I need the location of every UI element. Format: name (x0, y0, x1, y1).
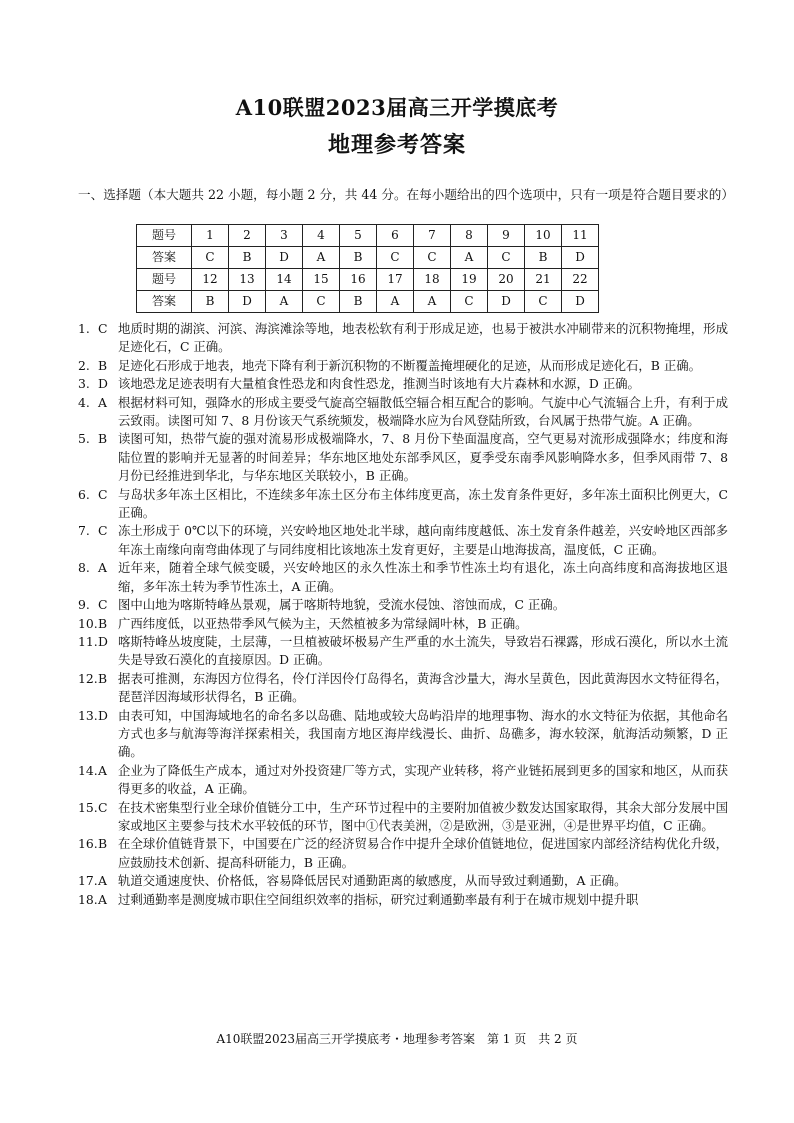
item-answer-letter: B (98, 615, 108, 631)
table-row-answers-1 (137, 247, 599, 269)
item-answer-letter: B (98, 431, 108, 447)
table-cell: A (266, 291, 303, 313)
item-explanation: 地质时期的湖滨、河滨、海滨滩涂等地，地表松软有利于形成足迹，也易于被洪水冲刷带来的沉积物掩埋，形成足迹化石，C 正确。 (118, 321, 728, 355)
table-cell: 7 (414, 225, 451, 247)
table-cell: 15 (303, 269, 340, 291)
item-number: 13. (78, 707, 98, 723)
table-cell: B (340, 291, 377, 313)
item-answer-letter: C (98, 486, 108, 502)
item-answer-letter: B (98, 357, 108, 373)
table-cell: 3 (266, 225, 303, 247)
item-answer-letter: C (98, 321, 108, 336)
list-item (78, 486, 728, 523)
item-number: 11. (78, 633, 98, 649)
list-item (78, 559, 728, 596)
table-cell: C (303, 291, 340, 313)
item-answer-letter: A (98, 394, 107, 410)
table-cell: 18 (414, 269, 451, 291)
item-number: 6. (78, 486, 90, 502)
item-explanation: 据表可推测，东海因方位得名，伶仃洋因伶仃岛得名，黄海含沙量大，海水呈黄色，因此黄海因水文特征得名，琵琶洋因海域形状得名，B 正确。 (118, 670, 728, 705)
item-answer-letter: A (98, 873, 107, 889)
item-number: 8. (78, 560, 90, 576)
table-cell: C (525, 291, 562, 313)
item-explanation: 企业为了降低生产成本，通过对外投资建厂等方式，实现产业转移，将产业链拓展到更多的国家和地区，从而获得更多的收益，A 正确。 (118, 762, 728, 797)
list-item (78, 430, 728, 485)
table-cell: A (451, 247, 488, 269)
item-explanation: 近年来，随着全球气候变暖，兴安岭地区的永久性冻土和季节性冻土均有退化，冻土向高纬度和高海拔地区退缩，多年冻土转为季节性冻土，A 正确。 (118, 560, 728, 594)
table-cell: 2 (229, 225, 266, 247)
item-number: 2. (78, 357, 90, 373)
list-item (78, 375, 728, 393)
item-explanation: 由表可知，中国海域地名的命名多以岛礁、陆地或较大岛屿沿岸的地理事物、海水的水文特征为依据，其他命名方式也多与航海等海洋探索相关，我国南方地区海岸线漫长、曲折、岛礁多，海水较深，航海活动频繁，D 正确。 (118, 707, 728, 760)
item-explanation: 图中山地为喀斯特峰丛景观，属于喀斯特地貌，受流水侵蚀、溶蚀而成，C 正确。 (118, 597, 566, 613)
table-cell: C (414, 247, 451, 269)
table-cell: D (562, 291, 599, 313)
table-cell: 13 (229, 269, 266, 291)
item-answer-letter: A (98, 891, 107, 907)
item-number: 12. (78, 670, 98, 686)
explanation-list (78, 320, 728, 909)
document-subtitle: 地理参考答案 (327, 132, 466, 158)
table-cell: 16 (340, 269, 377, 291)
table-cell: C (451, 291, 488, 313)
section-heading: 一、选择题（本大题共 22 小题，每小题 2 分，共 44 分。在每小题给出的四个选项中，只有一项是符合题目要求的） (78, 187, 734, 202)
item-explanation: 过剩通勤率是测度城市职住空间组织效率的指标，研究过剩通勤率最有利于在城市规划中提升职 (118, 891, 639, 907)
table-cell: D (562, 247, 599, 269)
item-explanation: 与岛状多年冻土区相比，不连续多年冻土区分布主体纬度更高，冻土发育条件更好，多年冻土面积比例更大，C 正确。 (118, 486, 728, 521)
answer-table (136, 224, 599, 313)
item-explanation: 冻土形成于 0℃以下的环境，兴安岭地区地处北半球，越向南纬度越低、冻土发育条件越差，兴安岭地区西部多年冻土南缘向南弯曲体现了与同纬度相比该地冻土发育更好，主要是山地海拔高，温度低，C 正确。 (118, 523, 728, 557)
table-cell: 17 (377, 269, 414, 291)
list-item (78, 872, 728, 890)
table-cell: 20 (488, 269, 525, 291)
table-cell: 22 (562, 269, 599, 291)
table-cell: C (377, 247, 414, 269)
list-item (78, 707, 728, 762)
table-cell: 12 (192, 269, 229, 291)
table-cell: C (488, 247, 525, 269)
item-number: 16. (78, 836, 98, 852)
list-item (78, 891, 728, 909)
table-row-questions-2 (137, 269, 599, 291)
item-number: 9. (78, 597, 90, 613)
table-cell: D (229, 291, 266, 313)
list-item (78, 357, 728, 375)
table-header-cell: 答案 (137, 247, 192, 269)
item-number: 14. (78, 762, 98, 778)
table-header-cell: 答案 (137, 291, 192, 313)
table-cell: C (192, 247, 229, 269)
list-item (78, 762, 728, 799)
table-cell: 5 (340, 225, 377, 247)
item-answer-letter: C (98, 597, 108, 613)
table-cell: B (340, 247, 377, 269)
item-explanation: 读图可知，热带气旋的强对流易形成极端降水，7、8 月份下垫面温度高，空气更易对流形成强降水；纬度和海陆位置的影响并无显著的时间差异；华东地区地处东部季风区，夏季受东南季风影响降水多，但季风雨带 7、8 月份已经推进到华北，与华东地区关联较小，B 正确。 (118, 431, 728, 484)
item-number: 17. (78, 873, 98, 889)
item-explanation: 喀斯特峰丛坡度陡，土层薄，一旦植被破坏极易产生严重的水土流失，导致岩石裸露，形成石漠化，所以水土流失是导致石漠化的直接原因。D 正确。 (118, 633, 728, 668)
item-number: 15. (78, 799, 98, 815)
table-row-questions-1 (137, 225, 599, 247)
table-cell: A (303, 247, 340, 269)
table-cell: 10 (525, 225, 562, 247)
table-cell: D (266, 247, 303, 269)
list-item (78, 394, 728, 431)
list-item (78, 670, 728, 707)
item-explanation: 根据材料可知，强降水的形成主要受气旋高空辐散低空辐合相互配合的影响。气旋中心气流辐合上升，有利于成云致雨。读图可知 7、8 月份该天气系统频发，极端降水应为台风登陆所致，台风属于热带气旋。A 正确。 (118, 394, 728, 429)
item-answer-letter: D (98, 376, 108, 392)
item-explanation: 轨道交通速度快、价格低，容易降低居民对通勤距离的敏感度，从而导致过剩通勤，A 正确。 (118, 873, 627, 889)
table-cell: A (414, 291, 451, 313)
list-item (78, 522, 728, 559)
table-header-cell: 题号 (137, 225, 192, 247)
table-cell: B (192, 291, 229, 313)
item-explanation: 在全球价值链背景下，中国要在广泛的经济贸易合作中提升全球价值链地位，促进国家内部经济结构优化升级，应鼓励技术创新、提高科研能力，B 正确。 (118, 836, 728, 870)
list-item (78, 320, 728, 357)
table-cell: 14 (266, 269, 303, 291)
list-item (78, 615, 728, 633)
table-cell: 21 (525, 269, 562, 291)
item-answer-letter: D (98, 707, 108, 723)
page-footer: A10联盟2023届高三开学摸底考・地理参考答案 第 1 页 共 2 页 (216, 1032, 578, 1046)
table-cell: 11 (562, 225, 599, 247)
item-explanation: 足迹化石形成于地表，地壳下降有利于新沉积物的不断覆盖掩埋硬化的足迹，从而形成足迹化石，B 正确。 (118, 357, 702, 373)
item-explanation: 广西纬度低，以亚热带季风气候为主，天然植被多为常绿阔叶林，B 正确。 (118, 615, 528, 631)
list-item (78, 633, 728, 670)
table-cell: 8 (451, 225, 488, 247)
list-item (78, 799, 728, 836)
table-cell: B (229, 247, 266, 269)
table-cell: B (525, 247, 562, 269)
item-explanation: 在技术密集型行业全球价值链分工中，生产环节过程中的主要附加值被少数发达国家取得，其余大部分发展中国家或地区主要参与技术水平较低的环节，图中①代表美洲，②是欧洲，③是亚洲，④是世界平均值，C 正确。 (118, 799, 728, 833)
table-cell: 6 (377, 225, 414, 247)
table-cell: D (488, 291, 525, 313)
list-item (78, 835, 728, 872)
item-answer-letter: B (98, 670, 108, 686)
exam-title: A10联盟2023届高三开学摸底考 (235, 95, 559, 120)
item-number: 5. (78, 431, 90, 447)
table-row-answers-2 (137, 291, 599, 313)
item-answer-letter: A (98, 762, 107, 778)
item-number: 3. (78, 376, 90, 392)
item-number: 18. (78, 891, 98, 907)
item-answer-letter: C (98, 799, 108, 815)
item-number: 1. (78, 321, 90, 336)
item-number: 10. (78, 615, 98, 631)
table-cell: 9 (488, 225, 525, 247)
table-cell: A (377, 291, 414, 313)
item-answer-letter: B (98, 836, 108, 852)
table-cell: 4 (303, 225, 340, 247)
item-answer-letter: A (98, 560, 107, 576)
item-explanation: 该地恐龙足迹表明有大量植食性恐龙和肉食性恐龙，推测当时该地有大片森林和水源，D 正确。 (118, 376, 640, 392)
table-header-cell: 题号 (137, 269, 192, 291)
item-answer-letter: C (98, 523, 108, 539)
table-cell: 1 (192, 225, 229, 247)
item-number: 7. (78, 523, 90, 539)
table-cell: 19 (451, 269, 488, 291)
item-answer-letter: D (98, 633, 108, 649)
list-item (78, 596, 728, 614)
item-number: 4. (78, 394, 90, 410)
